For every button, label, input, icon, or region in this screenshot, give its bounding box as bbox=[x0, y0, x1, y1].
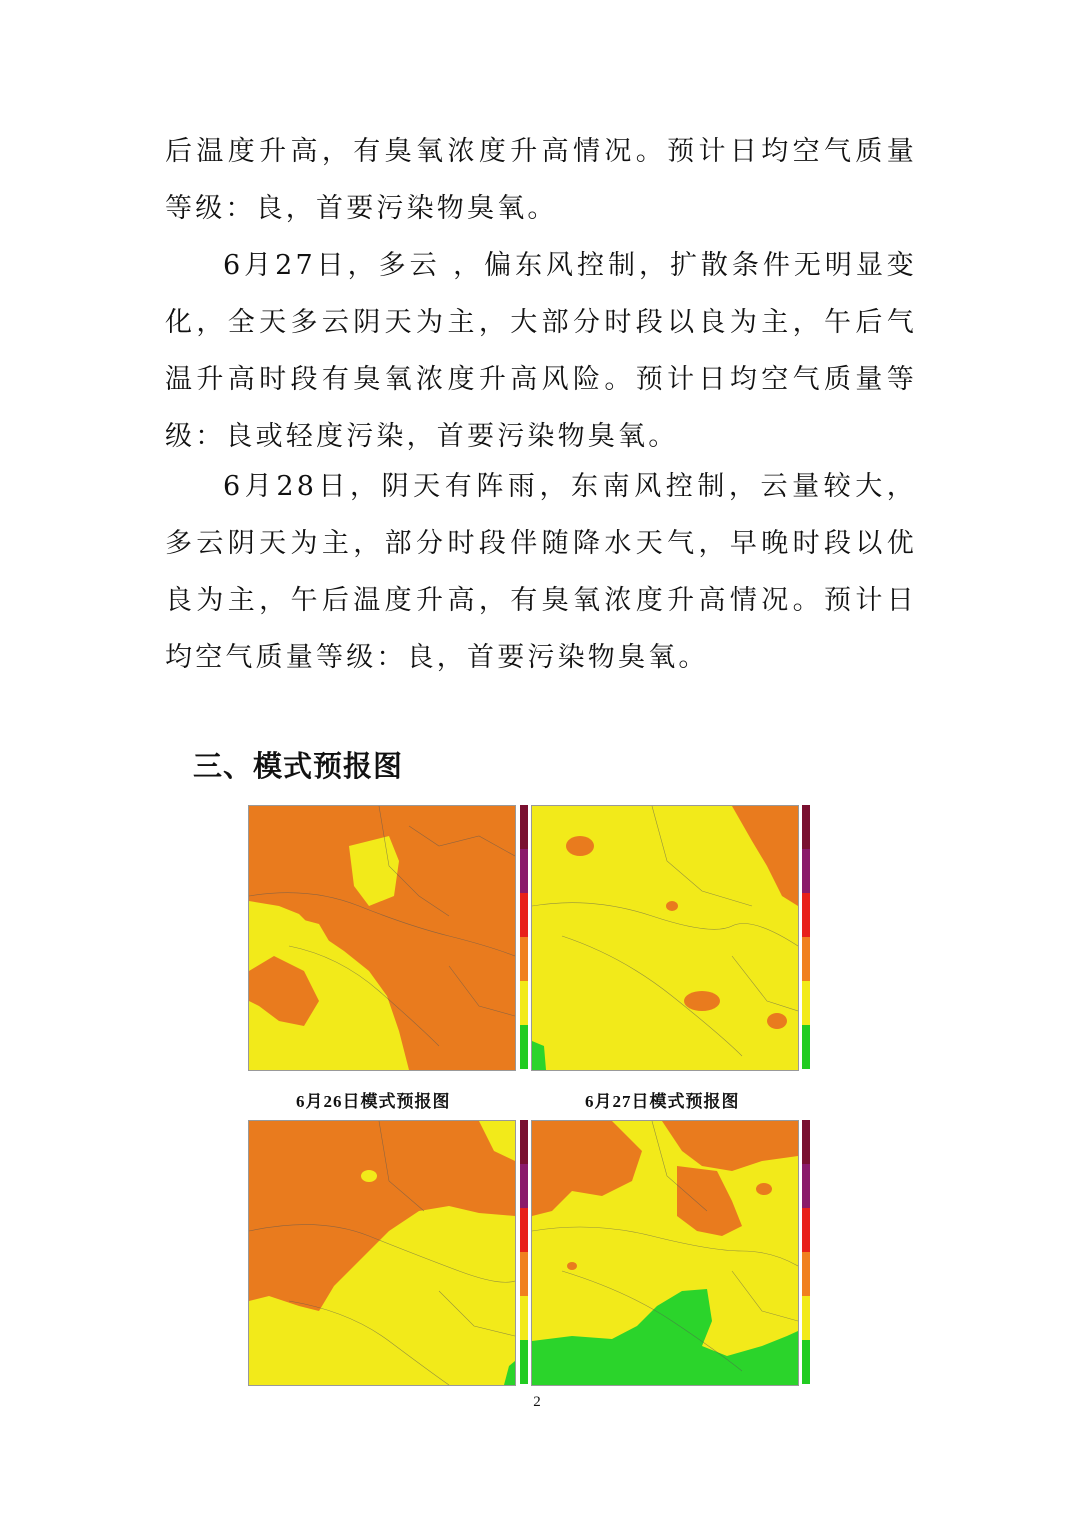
figure-caption-june-27: 6月27日模式预报图 bbox=[585, 1092, 740, 1111]
legend-swatch-light bbox=[802, 1252, 810, 1296]
legend-swatch-good bbox=[802, 1296, 810, 1340]
color-legend-june-27 bbox=[802, 805, 810, 1069]
legend-swatch-good bbox=[520, 1296, 528, 1340]
color-legend-june-29 bbox=[802, 1120, 810, 1384]
legend-swatch-serious bbox=[802, 805, 810, 849]
section-heading: 三、模式预报图 bbox=[193, 749, 404, 783]
legend-swatch-light bbox=[802, 937, 810, 981]
legend-swatch-light bbox=[520, 1252, 528, 1296]
legend-swatch-moderate bbox=[802, 893, 810, 937]
legend-swatch-heavy bbox=[520, 1164, 528, 1208]
legend-swatch-excellent bbox=[802, 1340, 810, 1384]
color-legend-june-26 bbox=[520, 805, 528, 1069]
legend-swatch-good bbox=[520, 981, 528, 1025]
legend-swatch-moderate bbox=[520, 893, 528, 937]
forecast-map-june-29 bbox=[531, 1120, 799, 1386]
legend-swatch-excellent bbox=[802, 1025, 810, 1069]
forecast-map-june-27 bbox=[531, 805, 799, 1071]
figure-caption-june-26: 6月26日模式预报图 bbox=[296, 1092, 451, 1111]
forecast-map-june-28 bbox=[248, 1120, 516, 1386]
legend-swatch-excellent bbox=[520, 1025, 528, 1069]
paragraph-june-28: 6月28日，阴天有阵雨，东南风控制，云量较大，多云阴天为主，部分时段伴随降水天气，早晚时段以优良为主，午后温度升高，有臭氧浓度升高情况。预计日均空气质量等级：良，首要污染物臭氧。 bbox=[165, 471, 917, 673]
legend-swatch-heavy bbox=[802, 1164, 810, 1208]
forecast-map-june-26 bbox=[248, 805, 516, 1071]
legend-swatch-good bbox=[802, 981, 810, 1025]
paragraph-continued: 后温度升高，有臭氧浓度升高情况。预计日均空气质量等级：良，首要污染物臭氧。 bbox=[165, 136, 917, 224]
paragraph-june-27: 6月27日，多云 ，偏东风控制，扩散条件无明显变化，全天多云阴天为主，大部分时段以良为主，午后气温升高时段有臭氧浓度升高风险。预计日均空气质量等级：良或轻度污染，首要污染物臭氧。 bbox=[165, 250, 917, 452]
legend-swatch-heavy bbox=[520, 849, 528, 893]
legend-swatch-excellent bbox=[520, 1340, 528, 1384]
legend-swatch-serious bbox=[520, 1120, 528, 1164]
legend-swatch-heavy bbox=[802, 849, 810, 893]
legend-swatch-moderate bbox=[802, 1208, 810, 1252]
legend-swatch-serious bbox=[520, 805, 528, 849]
color-legend-june-28 bbox=[520, 1120, 528, 1384]
legend-swatch-light bbox=[520, 937, 528, 981]
legend-swatch-serious bbox=[802, 1120, 810, 1164]
legend-swatch-moderate bbox=[520, 1208, 528, 1252]
page-number: 2 bbox=[533, 1394, 541, 1410]
